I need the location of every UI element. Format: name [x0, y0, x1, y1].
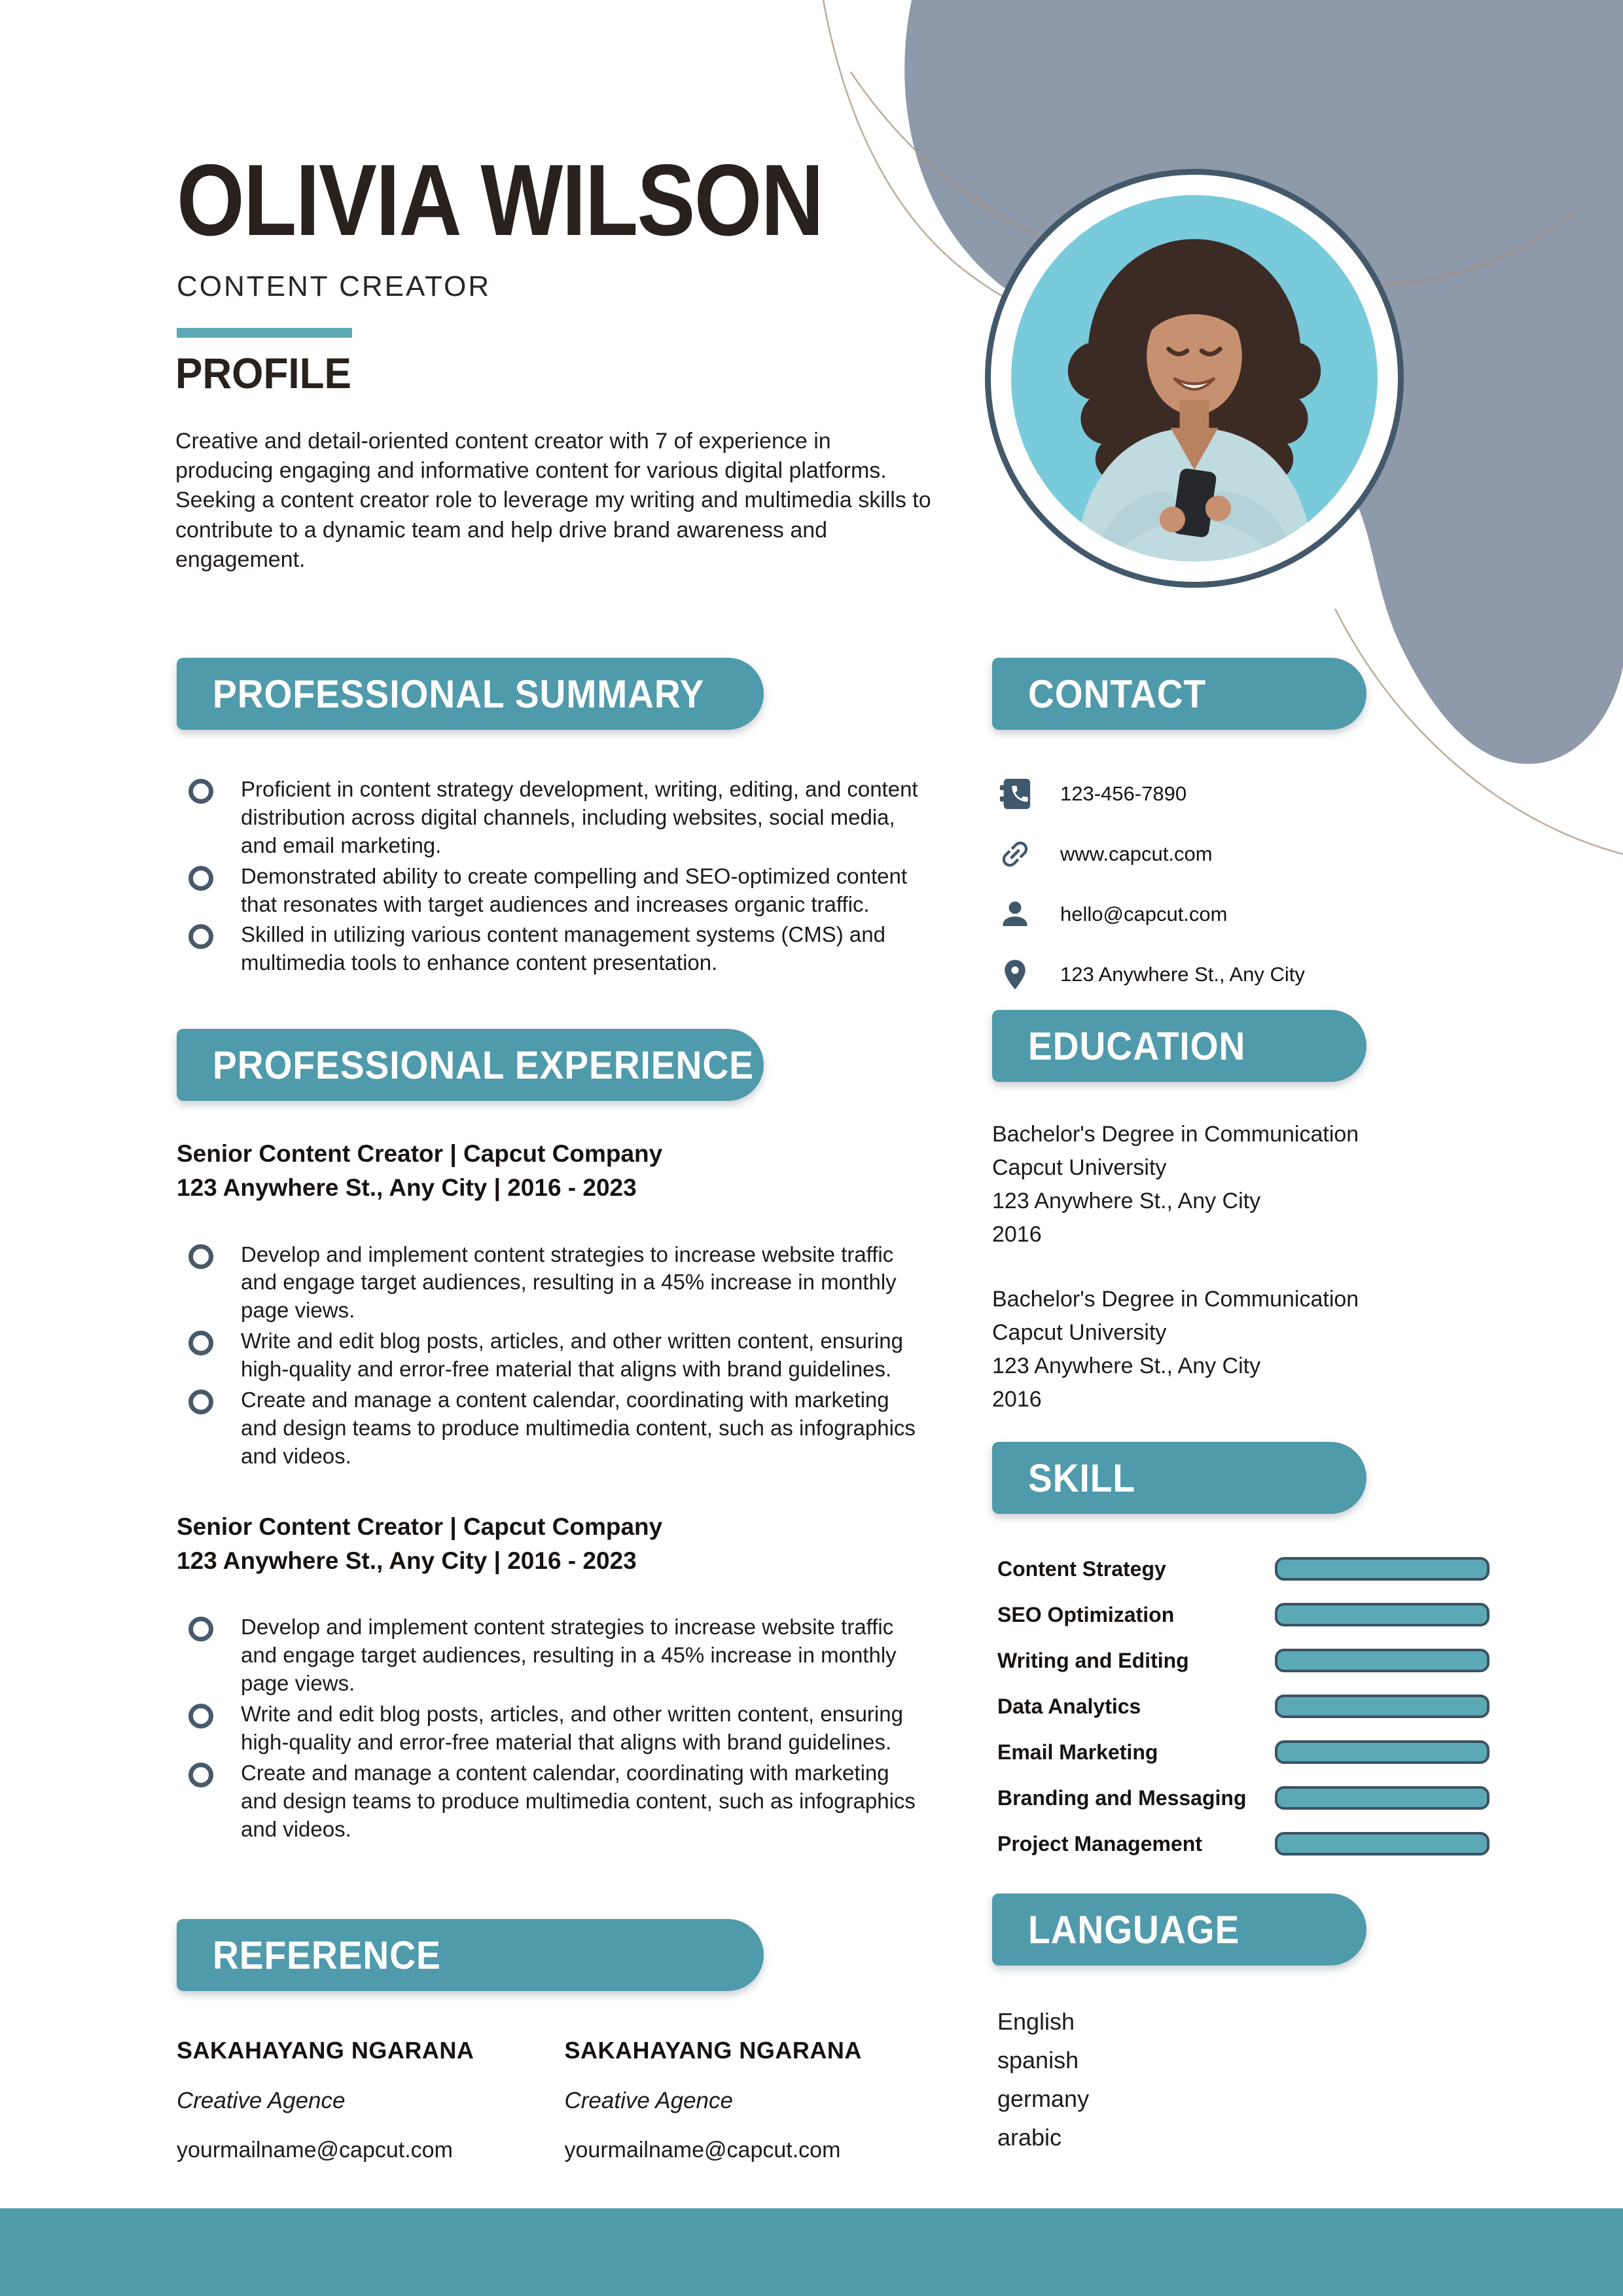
profile-photo-image — [1011, 195, 1378, 562]
summary-bullet-text: Demonstrated ability to create compelling and SEO-optimized content that resonates with target audiences and increases organic traffic. — [241, 863, 908, 916]
phone-icon — [997, 776, 1033, 812]
skill-label: Writing and Editing — [997, 1648, 1189, 1672]
education-address: 123 Anywhere St., Any City — [992, 1189, 1261, 1213]
contact-section — [992, 658, 1463, 1016]
reference-email: yourmailname@capcut.com — [564, 2138, 841, 2162]
education-address: 123 Anywhere St., Any City — [992, 1354, 1261, 1378]
person-name: OLIVIA WILSON — [177, 143, 823, 257]
skill-heading: SKILL — [1028, 1456, 1136, 1500]
job-bullet-list — [177, 1613, 952, 1843]
person-job-title: CONTENT CREATOR — [177, 270, 491, 302]
job-bullet-text: Develop and implement content strategies to increase website traffic and engage target audiences, resulting in a 45% increase in monthly page views. — [241, 1615, 897, 1696]
skill-level-bar — [1275, 1695, 1489, 1718]
job-bullet — [177, 1386, 952, 1471]
header — [177, 143, 928, 338]
skill-level-bar — [1275, 1603, 1489, 1626]
reference-entry — [177, 2037, 565, 2163]
contact-heading: CONTACT — [1028, 672, 1207, 716]
bullet-ring-icon — [188, 1244, 213, 1269]
language-banner — [992, 1893, 1366, 1965]
summary-bullet — [177, 776, 952, 860]
contact-list — [992, 776, 1463, 993]
summary-heading: PROFESSIONAL SUMMARY — [213, 672, 705, 716]
reference-heading: REFERENCE — [213, 1933, 441, 1977]
skill-banner — [992, 1442, 1366, 1514]
experience-banner — [177, 1029, 764, 1101]
reference-company: Creative Agence — [177, 2088, 346, 2113]
reference-banner — [177, 1919, 764, 1991]
skill-level-bar — [1275, 1740, 1489, 1764]
profile-heading: PROFILE — [175, 349, 351, 397]
education-year: 2016 — [992, 1222, 1042, 1247]
contact-item-address — [992, 956, 1463, 993]
skill-section — [992, 1442, 1489, 1875]
skill-list — [992, 1554, 1489, 1858]
reference-email: yourmailname@capcut.com — [177, 2138, 453, 2162]
profile-text: Creative and detail-oriented content creator with 7 of experience in producing engaging and informative content for various digital platforms. Seeking a content creator role to leverage my writing and multimedia skills to contribute to a dynamic team and help drive brand awareness and engagement. — [175, 429, 931, 572]
contact-website-text: www.capcut.com — [1060, 842, 1213, 865]
reference-list — [177, 2037, 952, 2163]
reference-name: SAKAHAYANG NGARANA — [564, 2037, 862, 2064]
language-item: arabic — [997, 2124, 1062, 2151]
profile-photo — [985, 169, 1404, 588]
bullet-ring-icon — [188, 1390, 213, 1414]
summary-banner — [177, 658, 764, 730]
language-list — [992, 2008, 1463, 2151]
education-year: 2016 — [992, 1387, 1042, 1412]
skill-row — [992, 1554, 1489, 1583]
job-title: Senior Content Creator | Capcut Company — [177, 1513, 663, 1540]
summary-bullet — [177, 921, 952, 977]
job-bullet-text: Write and edit blog posts, articles, and other written content, ensuring high-quality and error-free material that aligns with brand guidelines. — [241, 1329, 903, 1382]
education-degree: Bachelor's Degree in Communication — [992, 1287, 1359, 1312]
job-meta: 123 Anywhere St., Any City | 2016 - 2023 — [177, 1547, 637, 1574]
summary-bullet-text: Skilled in utilizing various content management systems (CMS) and multimedia tools to enhance content presentation. — [241, 922, 885, 975]
bullet-ring-icon — [188, 924, 213, 949]
job-bullet-text: Create and manage a content calendar, coordinating with marketing and design teams to produce multimedia content, such as infographics and videos. — [241, 1760, 916, 1841]
education-entry — [992, 1118, 1463, 1251]
bullet-ring-icon — [188, 1763, 213, 1787]
skill-label: Email Marketing — [997, 1740, 1158, 1764]
job-meta: 123 Anywhere St., Any City | 2016 - 2023 — [177, 1174, 637, 1201]
contact-item-phone — [992, 776, 1463, 812]
bullet-ring-icon — [188, 1617, 213, 1641]
skill-level-bar — [1275, 1832, 1489, 1856]
education-banner — [992, 1010, 1366, 1082]
language-heading: LANGUAGE — [1028, 1907, 1240, 1952]
reference-company: Creative Agence — [564, 2088, 733, 2113]
contact-address-text: 123 Anywhere St., Any City — [1060, 963, 1305, 986]
summary-bullet-text: Proficient in content strategy development, writing, editing, and content distribution across digital channels, including websites, social media, and email marketing. — [241, 777, 918, 857]
skill-row — [992, 1646, 1489, 1675]
job-title: Senior Content Creator | Capcut Company — [177, 1140, 663, 1167]
contact-banner — [992, 658, 1366, 730]
job-bullet — [177, 1327, 952, 1384]
experience-heading: PROFESSIONAL EXPERIENCE — [213, 1043, 754, 1087]
skill-label: Branding and Messaging — [997, 1785, 1247, 1810]
person-icon — [997, 897, 1033, 932]
education-degree: Bachelor's Degree in Communication — [992, 1122, 1359, 1147]
skill-label: SEO Optimization — [997, 1602, 1175, 1626]
skill-row — [992, 1784, 1489, 1812]
summary-bullet-list — [177, 776, 952, 977]
education-school: Capcut University — [992, 1155, 1167, 1180]
skill-level-bar — [1275, 1649, 1489, 1672]
job-entry — [177, 1137, 952, 1471]
contact-phone-text: 123-456-7890 — [1060, 782, 1187, 805]
job-bullet — [177, 1759, 952, 1844]
experience-section — [177, 1029, 952, 1846]
language-item: English — [997, 2008, 1075, 2035]
contact-email-text: hello@capcut.com — [1060, 903, 1228, 925]
location-icon — [997, 957, 1033, 992]
reference-section — [177, 1919, 952, 2163]
contact-item-email — [992, 896, 1463, 933]
education-entry — [992, 1283, 1463, 1416]
reference-entry — [565, 2037, 953, 2163]
skill-row — [992, 1692, 1489, 1721]
job-bullet-text: Create and manage a content calendar, coordinating with marketing and design teams to produce multimedia content, such as infographics and videos. — [241, 1388, 916, 1468]
job-list — [177, 1137, 952, 1843]
job-entry — [177, 1510, 952, 1844]
language-item: germany — [997, 2085, 1090, 2112]
skill-label: Data Analytics — [997, 1694, 1141, 1718]
bullet-ring-icon — [188, 866, 213, 891]
education-section — [992, 1010, 1463, 1416]
reference-name: SAKAHAYANG NGARANA — [177, 2037, 474, 2064]
education-school: Capcut University — [992, 1320, 1167, 1345]
education-heading: EDUCATION — [1028, 1024, 1246, 1068]
job-bullet — [177, 1613, 952, 1698]
link-icon — [997, 836, 1033, 872]
language-section — [992, 1893, 1463, 2162]
skill-row — [992, 1738, 1489, 1767]
skill-row — [992, 1600, 1489, 1629]
contact-item-website — [992, 836, 1463, 872]
footer-accent-bar — [0, 2208, 1623, 2296]
skill-label: Project Management — [997, 1831, 1202, 1856]
job-bullet-text: Write and edit blog posts, articles, and other written content, ensuring high-quality and error-free material that aligns with brand guidelines. — [241, 1701, 903, 1754]
job-bullet-list — [177, 1241, 952, 1471]
language-item: spanish — [997, 2047, 1079, 2073]
bullet-ring-icon — [188, 1331, 213, 1355]
summary-section — [177, 658, 952, 980]
skill-level-bar — [1275, 1786, 1489, 1810]
job-bullet — [177, 1700, 952, 1757]
job-bullet — [177, 1241, 952, 1325]
education-list — [992, 1118, 1463, 1416]
profile-section — [175, 348, 948, 575]
job-bullet-text: Develop and implement content strategies to increase website traffic and engage target audiences, resulting in a 45% increase in monthly page views. — [241, 1242, 897, 1323]
skill-label: Content Strategy — [997, 1556, 1166, 1581]
bullet-ring-icon — [188, 779, 213, 804]
title-underline — [177, 328, 352, 338]
bullet-ring-icon — [188, 1704, 213, 1729]
summary-bullet — [177, 863, 952, 919]
skill-level-bar — [1275, 1557, 1489, 1581]
skill-row — [992, 1829, 1489, 1858]
